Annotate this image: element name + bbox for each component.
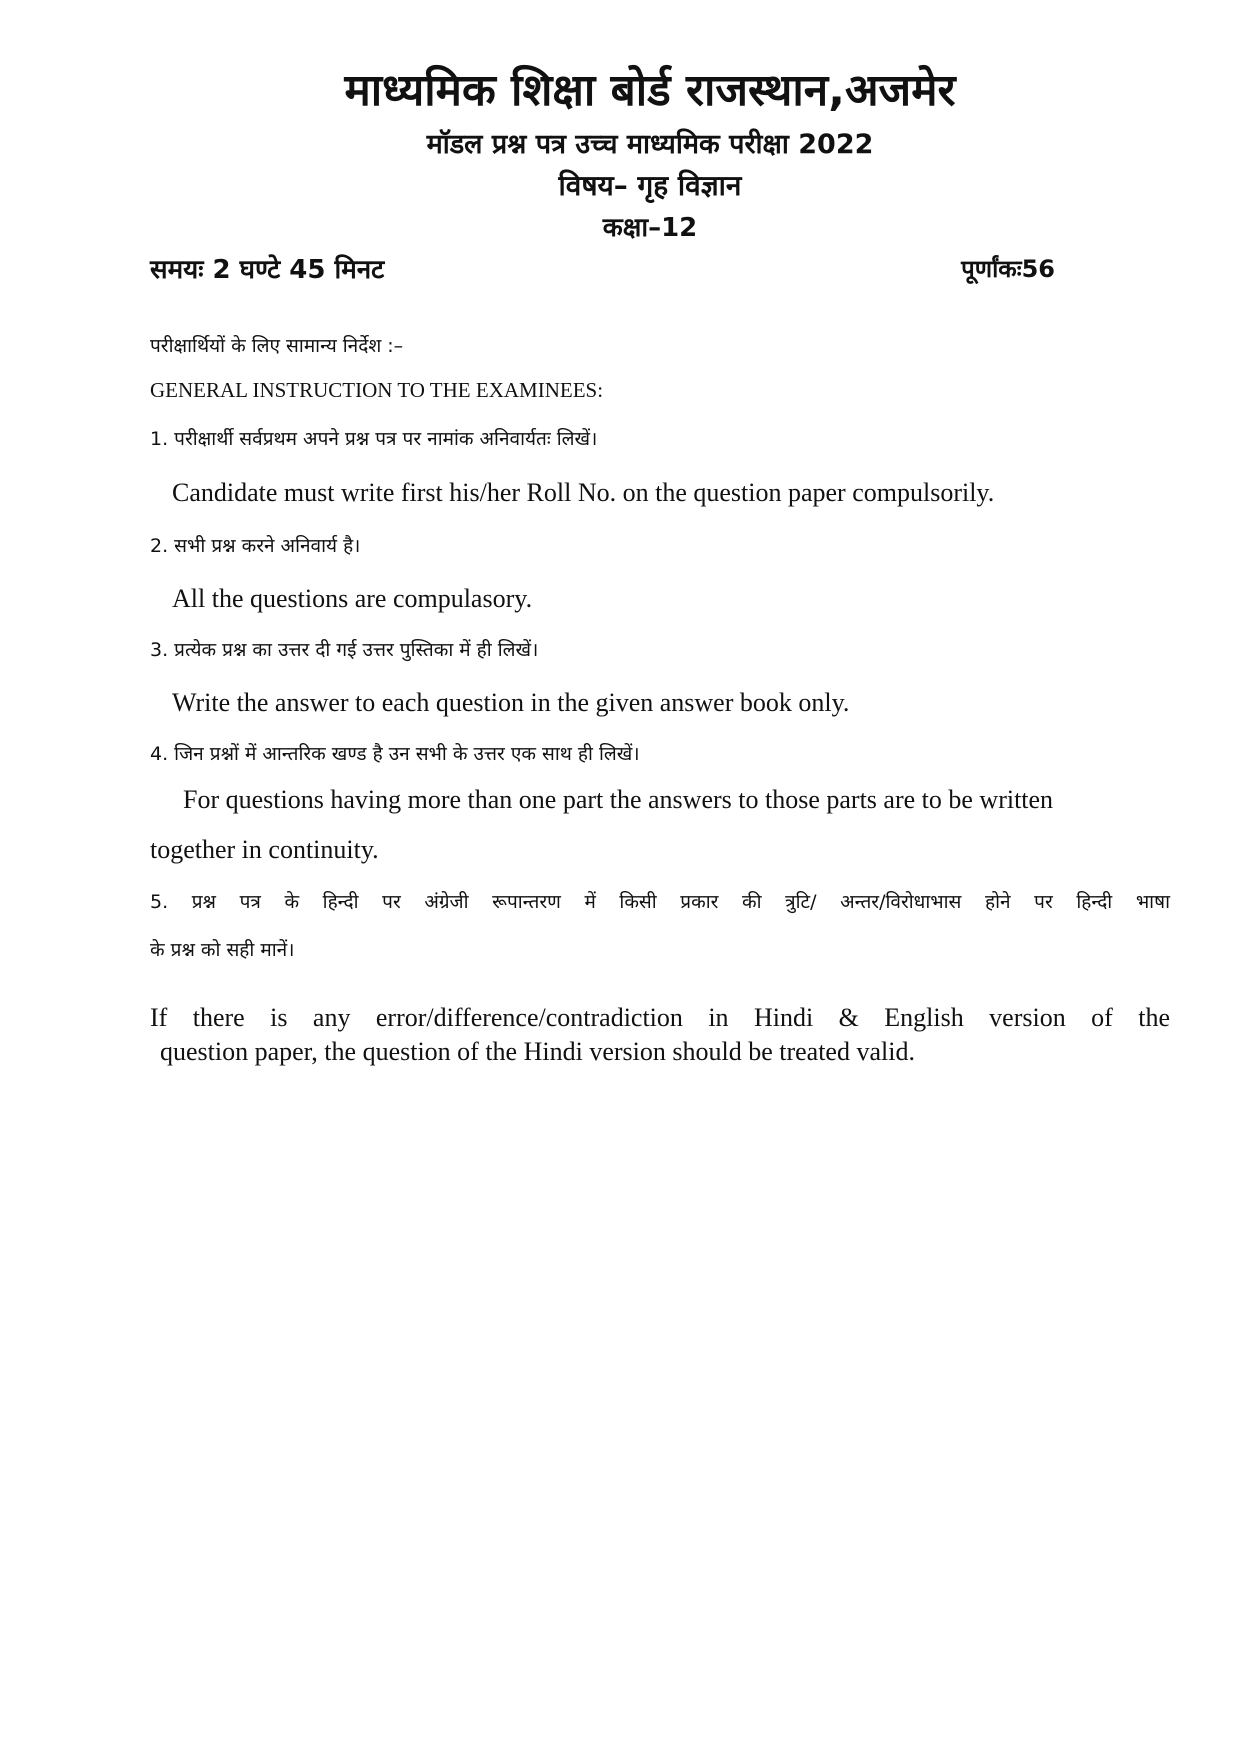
instruction-2-hindi: 2. सभी प्रश्न करने अनिवार्य है। xyxy=(150,535,361,557)
instruction-4-english-line-1: For questions having more than one part the answers to those parts are to be written xyxy=(183,785,1054,814)
instruction-4-hindi: 4. जिन प्रश्नों में आन्तरिक खण्ड है उन सभी के उत्तर एक साथ ही लिखें। xyxy=(150,743,640,765)
instruction-4-english-line-2: together in continuity. xyxy=(150,835,379,864)
maximum-marks: पूर्णांकः56 xyxy=(961,255,1055,283)
instruction-3-hindi: 3. प्रत्येक प्रश्न का उत्तर दी गई उत्तर पुस्तिका में ही लिखें। xyxy=(150,639,539,661)
instructions-heading-english: GENERAL INSTRUCTION TO THE EXAMINEES: xyxy=(150,378,604,402)
instruction-1-hindi: 1. परीक्षार्थी सर्वप्रथम अपने प्रश्न पत्र पर नामांक अनिवार्यतः लिखें। xyxy=(150,428,598,450)
instruction-5-hindi-line-2: के प्रश्न को सही मानें। xyxy=(150,939,295,961)
subject-line: विषय– गृह विज्ञान xyxy=(558,169,742,202)
instruction-5-hindi-line-1: 5. प्रश्न पत्र के हिन्दी पर अंग्रेजी रूपान्तरण में किसी प्रकार की त्रुटि/ अन्तर/विरोधाभास होने पर हिन्दी भाषा xyxy=(150,891,1170,913)
instruction-2-english: All the questions are compulasory. xyxy=(172,584,533,613)
instruction-5-english-line-2: question paper, the question of the Hindi version should be treated valid. xyxy=(160,1037,915,1066)
instruction-3-english: Write the answer to each question in the given answer book only. xyxy=(172,688,850,717)
paper-title: मॉडल प्रश्न पत्र उच्च माध्यमिक परीक्षा 2022 xyxy=(426,129,874,160)
instruction-5-english-line-1: If there is any error/difference/contradiction in Hindi & English version of the xyxy=(150,1003,1170,1032)
instruction-1-english: Candidate must write first his/her Roll No. on the question paper compulsorily. xyxy=(172,478,995,507)
board-title: माध्यमिक शिक्षा बोर्ड राजस्थान,अजमेर xyxy=(344,65,956,116)
time-allowed: समयः 2 घण्टे 45 मिनट xyxy=(150,255,385,285)
class-line: कक्षा–12 xyxy=(602,213,698,243)
instructions-heading-hindi: परीक्षार्थियों के लिए सामान्य निर्देश :– xyxy=(150,335,404,357)
